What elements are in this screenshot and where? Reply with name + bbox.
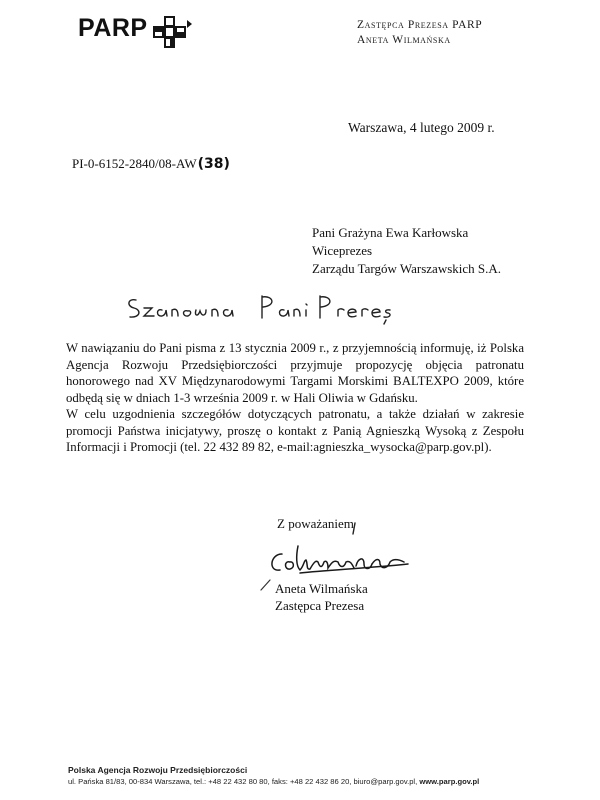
handwritten-tick-mark xyxy=(258,578,272,592)
closing-phrase: Z poważaniem xyxy=(277,516,354,531)
footer xyxy=(68,765,479,786)
footer-address: ul. Pańska 81/83, 00-834 Warszawa, tel.: +48 22 432 80 80, faks: +48 22 432 86 20, biuro@parp.gov.pl, xyxy=(68,777,418,786)
parp-logo-icon xyxy=(151,14,193,50)
addressee-name: Pani Grażyna Ewa Karłowska xyxy=(312,225,469,240)
body-paragraph-2: W celu uzgodnienia szczegółów dotyczących patronatu, a także działań w zakresie promocji Państwa inicjatywy, proszę o kontakt z Panią Agnieszką Wysoką z Zespołu Informacji i Promocji (tel. 22 432 89 82, e-mail:agnieszka_wysocka@parp.gov.pl). xyxy=(66,407,524,454)
addressee-position: Wiceprezes xyxy=(312,243,373,258)
reference-text: PI-0-6152-2840/08-AW xyxy=(72,156,197,171)
letter-date: Warszawa, 4 lutego 2009 r. xyxy=(348,120,495,135)
handwritten-salutation xyxy=(122,290,392,326)
footer-website: www.parp.gov.pl xyxy=(419,777,480,786)
office-header xyxy=(357,18,482,48)
footer-contact xyxy=(68,777,479,786)
addressee-company: Zarządu Targów Warszawskich S.A. xyxy=(312,261,502,276)
footer-organization: Polska Agencja Rozwoju Przedsiębiorczości xyxy=(68,765,248,775)
office-title: Zastępca Prezesa PARP xyxy=(357,19,483,31)
signer-title: Zastępca Prezesa xyxy=(275,598,365,613)
logo-text: PARP xyxy=(78,14,148,42)
body-paragraph-1: W nawiązaniu do Pani pisma z 13 stycznia 2009 r., z przyjemnością informuję, iż Polska Agencja Rozwoju Przedsiębiorczości przyjmuje propozycję objęcia patronatu honorowego nad XV Międzynarodowymi Targami Morskimi BALTEXPO 2009, które odbędą się w dniach 1-3 września 2009 r. w Hali Oliwia w Gdańsku. xyxy=(66,341,524,405)
signer-block xyxy=(275,580,368,614)
reference-handwritten: (38) xyxy=(197,156,230,172)
reference-number xyxy=(72,156,230,172)
signer-name: Aneta Wilmańska xyxy=(275,581,368,596)
addressee-block xyxy=(312,224,501,278)
office-name: Aneta Wilmańska xyxy=(357,34,451,46)
handwritten-comma-mark xyxy=(348,520,360,536)
handwritten-signature xyxy=(260,540,410,580)
